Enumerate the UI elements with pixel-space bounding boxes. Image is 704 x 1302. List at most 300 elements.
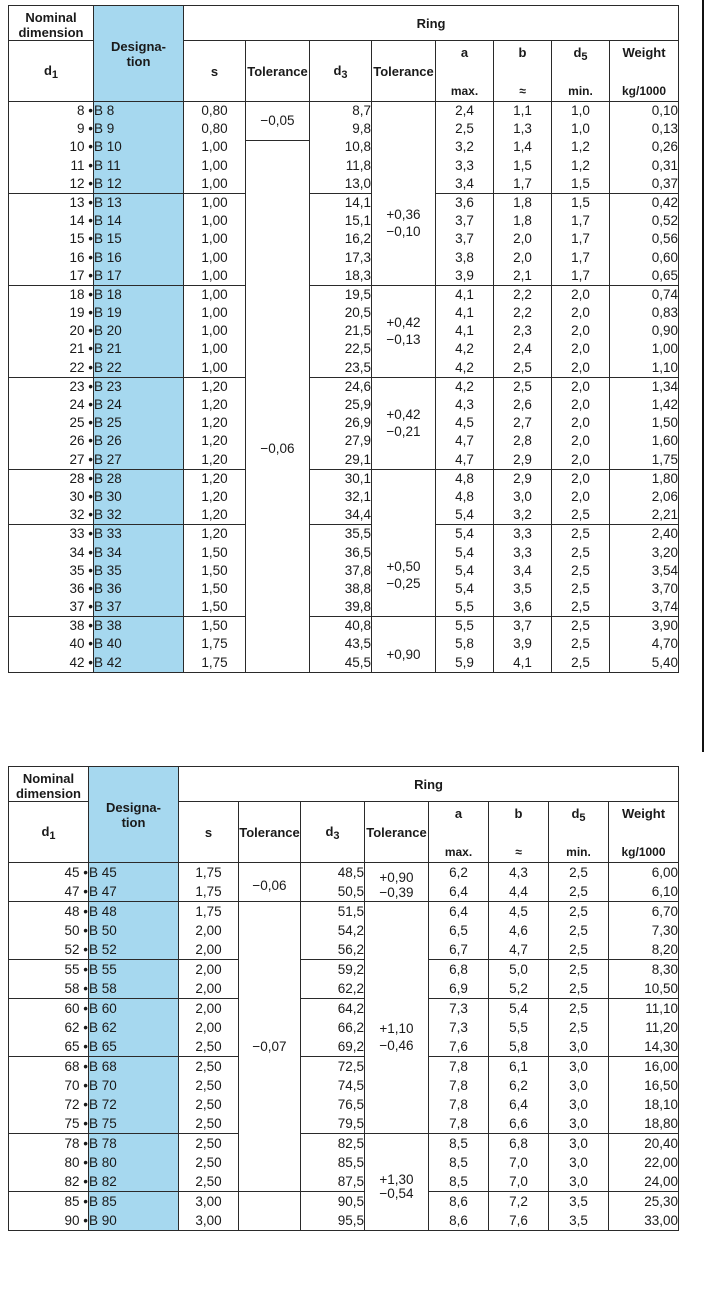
nominal-dimension-cell-value: 26 • bbox=[69, 433, 93, 449]
b-approx-cell bbox=[489, 1192, 549, 1231]
d3-cell-value: 36,5 bbox=[344, 544, 371, 560]
d5-min-cell-value: 1,2 bbox=[571, 157, 590, 173]
s-cell-value: 1,20 bbox=[201, 397, 228, 412]
designation-cell bbox=[89, 902, 179, 960]
b-approx-cell-value: 2,1 bbox=[513, 267, 532, 283]
d3-cell-value: 17,3 bbox=[344, 249, 371, 265]
table-row-group bbox=[9, 285, 679, 377]
a-max-cell bbox=[436, 285, 494, 377]
d5-min-cell-value: 3,0 bbox=[569, 1155, 588, 1170]
d3-cell-value: 45,5 bbox=[344, 654, 371, 670]
designation-cell bbox=[89, 1057, 179, 1134]
nominal-dimension-cell-value: 50 • bbox=[64, 923, 88, 938]
nominal-dimension-cell-value: 80 • bbox=[64, 1155, 88, 1170]
a-max-cell-value: 2,5 bbox=[455, 121, 474, 137]
weight-cell-value: 6,00 bbox=[651, 865, 679, 880]
a-max-cell-value: 4,2 bbox=[455, 341, 474, 357]
a-max-cell bbox=[436, 469, 494, 525]
d3-cell-value: 23,5 bbox=[344, 359, 371, 375]
weight-cell-value: 10,50 bbox=[644, 981, 679, 996]
b-approx-label: ≈ bbox=[494, 73, 552, 102]
weight-cell-value: 2,06 bbox=[651, 488, 679, 504]
a-max-cell-value: 4,8 bbox=[455, 470, 474, 486]
weight-cell-value: 4,70 bbox=[651, 636, 679, 652]
b-approx-cell bbox=[494, 285, 552, 377]
nominal-dimension-cell-value: 25 • bbox=[69, 415, 93, 431]
s-cell-value: 0,80 bbox=[201, 103, 228, 118]
a-header: a bbox=[429, 802, 489, 833]
d3-cell-value: 69,2 bbox=[337, 1039, 364, 1054]
d5-min-cell bbox=[549, 1134, 609, 1192]
d3-cell-value: 26,9 bbox=[344, 415, 371, 431]
designation-cell-value: B 19 bbox=[94, 305, 122, 321]
a-max-cell-value: 3,8 bbox=[455, 249, 474, 265]
tolerance-d3-cell-value: +0,42 −0,13 bbox=[386, 315, 421, 348]
weight-cell-value: 6,10 bbox=[651, 884, 679, 899]
b-approx-cell-value: 1,7 bbox=[513, 175, 532, 191]
d5-min-cell-value: 3,0 bbox=[569, 1078, 588, 1093]
nominal-dimension-cell-value: 55 • bbox=[64, 962, 88, 977]
d5-min-cell-value: 1,0 bbox=[571, 121, 590, 137]
designation-cell-value: B 11 bbox=[94, 157, 121, 173]
designation-cell-value: B 48 bbox=[89, 904, 117, 919]
a-max-cell-value: 4,7 bbox=[455, 433, 474, 449]
a-max-cell-value: 6,4 bbox=[449, 904, 468, 919]
a-max-cell bbox=[436, 525, 494, 617]
nominal-dimension-cell bbox=[9, 469, 94, 525]
a-max-cell-value: 3,6 bbox=[455, 194, 474, 210]
nominal-dimension-cell-value: 65 • bbox=[64, 1039, 88, 1054]
d5-min-cell-value: 2,5 bbox=[571, 654, 590, 670]
a-max-cell-value: 5,5 bbox=[455, 618, 474, 634]
nominal-dimension-cell-value: 23 • bbox=[69, 378, 93, 394]
tolerance-d3-header: Tolerance bbox=[372, 41, 436, 102]
weight-unit-label: kg/1000 bbox=[609, 833, 679, 863]
tolerance-s-header: Tolerance bbox=[239, 802, 301, 863]
d5-min-cell-value: 2,5 bbox=[569, 981, 588, 996]
s-cell-value: 1,00 bbox=[201, 323, 228, 339]
d5-min-cell-value: 3,5 bbox=[569, 1194, 588, 1209]
b-approx-cell-value: 4,6 bbox=[509, 923, 528, 938]
d3-cell bbox=[301, 1192, 365, 1231]
a-max-cell-value: 4,5 bbox=[455, 415, 474, 431]
d3-cell-value: 27,9 bbox=[344, 433, 371, 449]
d3-cell-value: 54,2 bbox=[337, 923, 364, 938]
weight-cell bbox=[609, 1057, 679, 1134]
nominal-dimension-cell-value: 22 • bbox=[69, 359, 93, 375]
d5-min-cell-value: 2,5 bbox=[569, 1001, 588, 1016]
s-cell-value: 1,20 bbox=[201, 433, 228, 449]
a-max-cell bbox=[436, 377, 494, 469]
nominal-dimension-cell-value: 68 • bbox=[64, 1059, 88, 1074]
designation-cell-value: B 13 bbox=[94, 194, 122, 210]
weight-cell bbox=[609, 960, 679, 999]
s-cell-value: 1,00 bbox=[201, 286, 228, 302]
d5-min-cell-value: 2,5 bbox=[569, 1020, 588, 1035]
d3-cell-value: 30,1 bbox=[344, 470, 371, 486]
b-approx-cell-value: 2,3 bbox=[513, 323, 532, 339]
s-cell-value: 1,50 bbox=[201, 544, 228, 560]
b-approx-cell-value: 5,0 bbox=[509, 962, 528, 977]
d3-cell-value: 13,0 bbox=[344, 175, 371, 191]
a-max-cell-value: 3,7 bbox=[455, 231, 474, 247]
nominal-dimension-cell-value: 85 • bbox=[64, 1194, 88, 1209]
b-approx-cell-value: 2,8 bbox=[513, 433, 532, 449]
ring-table-2-body bbox=[9, 863, 679, 1231]
weight-cell-value: 25,30 bbox=[644, 1194, 679, 1209]
designation-cell-value: B 15 bbox=[94, 231, 122, 247]
tolerance-d3-cell-value: +0,90 bbox=[386, 647, 421, 663]
d3-cell bbox=[310, 102, 372, 194]
a-max-cell-value: 3,3 bbox=[455, 157, 474, 173]
nominal-dimension-cell-value: 10 • bbox=[69, 139, 93, 155]
weight-cell-value: 33,00 bbox=[644, 1213, 679, 1228]
a-max-cell-value: 8,6 bbox=[449, 1213, 468, 1228]
s-cell-value: 1,00 bbox=[201, 194, 228, 210]
a-max-cell-value: 7,6 bbox=[449, 1039, 468, 1054]
d5-min-cell-value: 3,0 bbox=[569, 1097, 588, 1112]
b-approx-cell-value: 2,9 bbox=[513, 470, 532, 486]
designation-cell-value: B 60 bbox=[89, 1001, 117, 1016]
s-cell bbox=[184, 102, 246, 194]
a-max-cell bbox=[436, 193, 494, 285]
s-cell-value: 2,50 bbox=[195, 1078, 222, 1093]
a-max-cell-value: 8,5 bbox=[449, 1136, 468, 1151]
nominal-dimension-cell-value: 75 • bbox=[64, 1116, 88, 1131]
designation-cell-value: B 16 bbox=[94, 249, 122, 265]
d3-cell-value: 20,5 bbox=[344, 305, 371, 321]
b-approx-cell bbox=[489, 902, 549, 960]
nominal-dimension-cell bbox=[9, 102, 94, 194]
a-max-cell-value: 4,1 bbox=[455, 286, 474, 302]
s-cell-value: 1,75 bbox=[195, 865, 222, 880]
s-cell-value: 1,50 bbox=[201, 562, 228, 578]
weight-cell-value: 1,00 bbox=[651, 341, 679, 357]
s-cell bbox=[179, 1057, 239, 1134]
designation-cell-value: B 10 bbox=[94, 139, 122, 155]
d5-min-cell-value: 2,5 bbox=[571, 544, 590, 560]
weight-cell bbox=[610, 617, 679, 673]
nominal-dimension-cell-value: 90 • bbox=[64, 1213, 88, 1228]
a-max-cell-value: 5,9 bbox=[455, 654, 474, 670]
s-cell bbox=[184, 525, 246, 617]
s-cell-value: 2,50 bbox=[195, 1059, 222, 1074]
d5-min-cell-value: 2,0 bbox=[571, 378, 590, 394]
b-approx-cell bbox=[489, 1134, 549, 1192]
nominal-dimension-cell-value: 24 • bbox=[69, 397, 93, 412]
weight-cell-value: 16,00 bbox=[644, 1059, 679, 1074]
b-approx-cell-value: 2,2 bbox=[513, 305, 532, 321]
b-approx-cell-value: 3,6 bbox=[513, 599, 532, 615]
a-max-cell-value: 7,8 bbox=[449, 1116, 468, 1131]
nominal-dimension-cell-value: 48 • bbox=[64, 904, 88, 919]
b-approx-cell bbox=[489, 863, 549, 902]
d3-cell bbox=[310, 193, 372, 285]
b-approx-cell-value: 3,7 bbox=[513, 618, 532, 634]
b-approx-cell-value: 6,8 bbox=[509, 1136, 528, 1151]
b-approx-cell-value: 3,3 bbox=[513, 544, 532, 560]
s-cell-value: 1,00 bbox=[201, 157, 228, 173]
d3-cell bbox=[301, 863, 365, 902]
designation-cell-value: B 70 bbox=[89, 1078, 117, 1093]
nominal-dimension-cell bbox=[9, 999, 89, 1057]
designation-cell-value: B 26 bbox=[94, 433, 122, 449]
a-max-cell-value: 2,4 bbox=[455, 103, 474, 118]
d3-cell-value: 32,1 bbox=[344, 488, 371, 504]
designation-cell-value: B 36 bbox=[94, 580, 122, 596]
table-row-group bbox=[9, 999, 679, 1057]
a-max-cell-value: 7,8 bbox=[449, 1059, 468, 1074]
weight-cell-value: 20,40 bbox=[644, 1136, 679, 1151]
b-approx-cell-value: 2,4 bbox=[513, 341, 532, 357]
b-approx-cell-value: 1,8 bbox=[513, 194, 532, 210]
table-row-group bbox=[9, 102, 679, 194]
d3-cell-value: 56,2 bbox=[337, 942, 364, 957]
b-approx-cell-value: 3,4 bbox=[513, 562, 532, 578]
table-row-group bbox=[9, 469, 679, 525]
d5-min-cell bbox=[549, 1057, 609, 1134]
s-cell-value: 1,00 bbox=[201, 139, 228, 155]
nominal-dimension-cell-value: 35 • bbox=[69, 562, 93, 578]
s-cell-value: 2,00 bbox=[195, 1001, 222, 1016]
d3-cell-value: 79,5 bbox=[337, 1116, 364, 1131]
b-approx-cell-value: 1,4 bbox=[513, 139, 532, 155]
nominal-dimension-cell-value: 36 • bbox=[69, 580, 93, 596]
s-cell-value: 1,20 bbox=[201, 451, 228, 467]
ring-table-1-body bbox=[9, 102, 679, 673]
ring-table-2 bbox=[8, 766, 679, 1231]
b-approx-cell-value: 1,3 bbox=[513, 121, 532, 137]
b-approx-cell-value: 2,5 bbox=[513, 378, 532, 394]
d5-min-cell-value: 1,5 bbox=[571, 175, 590, 191]
a-max-cell-value: 4,1 bbox=[455, 323, 474, 339]
s-cell-value: 1,75 bbox=[201, 636, 228, 652]
a-max-cell-value: 8,6 bbox=[449, 1194, 468, 1209]
s-cell-value: 2,50 bbox=[195, 1097, 222, 1112]
table-row-group bbox=[9, 377, 679, 469]
designation-cell bbox=[94, 617, 184, 673]
weight-cell-value: 0,52 bbox=[651, 213, 679, 229]
d3-cell-value: 22,5 bbox=[344, 341, 371, 357]
d5-min-cell bbox=[549, 863, 609, 902]
a-max-cell-value: 7,8 bbox=[449, 1078, 468, 1093]
table-row-group bbox=[9, 1057, 679, 1134]
d3-cell bbox=[310, 469, 372, 525]
d5-min-cell-value: 3,0 bbox=[569, 1116, 588, 1131]
nominal-dimension-cell-value: 19 • bbox=[69, 305, 93, 321]
nominal-dimension-cell bbox=[9, 863, 89, 902]
nominal-dimension-cell bbox=[9, 617, 94, 673]
b-approx-cell-value: 4,1 bbox=[513, 654, 532, 670]
table-row-group bbox=[9, 1134, 679, 1192]
a-max-cell-value: 5,4 bbox=[455, 507, 474, 523]
nominal-dimension-cell-value: 8 • bbox=[77, 103, 93, 118]
nominal-dimension-cell-value: 78 • bbox=[64, 1136, 88, 1151]
weight-cell-value: 6,70 bbox=[651, 904, 679, 919]
d5-min-cell bbox=[552, 102, 610, 194]
b-approx-cell-value: 4,4 bbox=[509, 884, 528, 899]
weight-cell bbox=[609, 999, 679, 1057]
tolerance-d3-cell bbox=[372, 377, 436, 469]
a-max-cell-value: 6,7 bbox=[449, 942, 468, 957]
d5-min-cell-value: 3,0 bbox=[569, 1174, 588, 1189]
weight-cell-value: 2,21 bbox=[651, 507, 679, 523]
a-max-label: max. bbox=[436, 73, 494, 102]
d3-cell-value: 8,7 bbox=[352, 103, 371, 118]
d5-min-label: min. bbox=[552, 73, 610, 102]
d5-min-cell-value: 2,5 bbox=[571, 636, 590, 652]
d5-min-cell-value: 2,0 bbox=[571, 470, 590, 486]
nominal-dimension-cell-value: 72 • bbox=[64, 1097, 88, 1112]
s-cell bbox=[179, 1192, 239, 1231]
d5-min-cell-value: 2,5 bbox=[571, 526, 590, 542]
d3-cell-value: 21,5 bbox=[344, 323, 371, 339]
weight-cell-value: 0,26 bbox=[651, 139, 679, 155]
d3-cell bbox=[310, 525, 372, 617]
d3-cell-value: 38,8 bbox=[344, 580, 371, 596]
a-max-cell-value: 6,8 bbox=[449, 962, 468, 977]
a-max-cell-value: 7,8 bbox=[449, 1097, 468, 1112]
s-cell-value: 1,00 bbox=[201, 341, 228, 357]
ring-header: Ring bbox=[179, 767, 679, 802]
d5-min-cell-value: 1,0 bbox=[571, 103, 590, 118]
d3-cell bbox=[310, 285, 372, 377]
a-max-cell-value: 3,2 bbox=[455, 139, 474, 155]
weight-cell-value: 1,60 bbox=[651, 433, 679, 449]
s-cell-value: 3,00 bbox=[195, 1213, 222, 1228]
d3-cell-value: 82,5 bbox=[337, 1136, 364, 1151]
b-approx-cell-value: 2,2 bbox=[513, 286, 532, 302]
s-cell-value: 1,00 bbox=[201, 231, 228, 247]
d5-min-cell-value: 2,5 bbox=[571, 580, 590, 596]
weight-cell-value: 7,30 bbox=[651, 923, 679, 938]
b-approx-cell-value: 6,2 bbox=[509, 1078, 528, 1093]
designation-cell-value: B 24 bbox=[94, 397, 122, 412]
weight-cell-value: 8,20 bbox=[651, 942, 679, 957]
b-approx-cell-value: 2,5 bbox=[513, 359, 532, 375]
s-cell bbox=[179, 1134, 239, 1192]
table-row-group bbox=[9, 525, 679, 617]
d3-cell-value: 39,8 bbox=[344, 599, 371, 615]
d5-min-cell-value: 1,7 bbox=[571, 267, 590, 283]
b-approx-cell-value: 4,3 bbox=[509, 865, 528, 880]
designation-cell-value: B 38 bbox=[94, 618, 122, 634]
d5-min-cell-value: 1,7 bbox=[571, 231, 590, 247]
tolerance-d3-cell bbox=[372, 469, 436, 617]
a-max-cell-value: 6,2 bbox=[449, 865, 468, 880]
designation-cell bbox=[94, 525, 184, 617]
d3-cell-value: 66,2 bbox=[337, 1020, 364, 1035]
tolerance-d3-cell bbox=[365, 902, 429, 1134]
s-cell-value: 1,20 bbox=[201, 470, 228, 486]
nominal-dimension-cell bbox=[9, 193, 94, 285]
a-max-cell-value: 4,3 bbox=[455, 397, 474, 412]
d5-min-cell bbox=[552, 469, 610, 525]
d3-cell-value: 87,5 bbox=[337, 1174, 364, 1189]
a-max-cell-value: 5,5 bbox=[455, 599, 474, 615]
weight-cell-value: 24,00 bbox=[644, 1174, 679, 1189]
designation-cell-value: B 37 bbox=[94, 599, 122, 615]
b-approx-cell-value: 6,6 bbox=[509, 1116, 528, 1131]
designation-header: Designa- tion bbox=[89, 767, 179, 863]
b-approx-cell-value: 6,1 bbox=[509, 1059, 528, 1074]
designation-cell bbox=[94, 102, 184, 194]
d5-min-cell bbox=[552, 285, 610, 377]
d3-cell-value: 48,5 bbox=[337, 865, 364, 880]
tolerance-s-cell bbox=[246, 102, 310, 673]
weight-unit-label: kg/1000 bbox=[610, 73, 679, 102]
b-approx-cell-value: 3,5 bbox=[513, 580, 532, 596]
tolerance-s-cell bbox=[239, 863, 301, 902]
d3-cell-value: 95,5 bbox=[337, 1213, 364, 1228]
nominal-dimension-cell-value: 12 • bbox=[69, 175, 93, 191]
a-max-cell-value: 8,5 bbox=[449, 1155, 468, 1170]
nominal-dimension-cell-value: 45 • bbox=[64, 865, 88, 880]
d5-header: $d_5$ bbox=[549, 802, 609, 833]
b-approx-cell bbox=[489, 999, 549, 1057]
designation-cell-value: B 25 bbox=[94, 415, 122, 431]
weight-cell-value: 3,90 bbox=[651, 618, 679, 634]
d3-cell-value: 40,8 bbox=[344, 618, 371, 634]
d5-min-cell-value: 2,0 bbox=[571, 359, 590, 375]
tolerance-d3-cell-value: +0,90 −0,39 bbox=[379, 870, 414, 900]
s-cell bbox=[184, 469, 246, 525]
weight-cell-value: 1,10 bbox=[651, 359, 679, 375]
designation-cell-value: B 68 bbox=[89, 1059, 117, 1074]
nominal-dimension-cell-value: 32 • bbox=[69, 507, 93, 523]
s-cell bbox=[179, 999, 239, 1057]
nominal-dimension-cell bbox=[9, 285, 94, 377]
d5-min-label: min. bbox=[549, 833, 609, 863]
nominal-dimension-cell-value: 60 • bbox=[64, 1001, 88, 1016]
b-header: b bbox=[489, 802, 549, 833]
weight-cell-value: 3,54 bbox=[651, 562, 679, 578]
d3-cell-value: 72,5 bbox=[337, 1059, 364, 1074]
a-max-cell-value: 3,4 bbox=[455, 175, 474, 191]
b-approx-cell-value: 4,7 bbox=[509, 942, 528, 957]
d3-header: $d_3$ bbox=[310, 41, 372, 102]
d3-cell-value: 35,5 bbox=[344, 526, 371, 542]
weight-cell-value: 14,30 bbox=[644, 1039, 679, 1054]
nominal-dimension-cell-value: 82 • bbox=[64, 1174, 88, 1189]
nominal-dimension-cell-value: 14 • bbox=[69, 213, 93, 229]
table-row-group bbox=[9, 863, 679, 902]
s-cell-value: 0,80 bbox=[201, 121, 228, 137]
d5-min-cell-value: 2,0 bbox=[571, 341, 590, 357]
d3-cell-value: 18,3 bbox=[344, 267, 371, 283]
b-approx-cell-value: 7,6 bbox=[509, 1213, 528, 1228]
nominal-dimension-cell bbox=[9, 1057, 89, 1134]
ring-table-1 bbox=[8, 5, 679, 673]
weight-cell-value: 0,56 bbox=[651, 231, 679, 247]
a-max-cell bbox=[429, 1134, 489, 1192]
designation-cell-value: B 8 bbox=[94, 103, 115, 118]
weight-header: Weight bbox=[610, 41, 679, 73]
designation-cell-value: B 14 bbox=[94, 213, 122, 229]
a-max-cell bbox=[429, 1192, 489, 1231]
s-cell bbox=[179, 863, 239, 902]
a-max-cell-value: 4,7 bbox=[455, 451, 474, 467]
designation-cell-value: B 47 bbox=[89, 884, 117, 899]
weight-cell-value: 1,75 bbox=[651, 451, 679, 467]
d5-min-cell-value: 2,0 bbox=[571, 323, 590, 339]
b-approx-cell-value: 7,2 bbox=[509, 1194, 528, 1209]
d5-min-cell-value: 2,5 bbox=[571, 507, 590, 523]
d5-min-cell bbox=[549, 1192, 609, 1231]
designation-cell-value: B 80 bbox=[89, 1155, 117, 1170]
d5-min-cell-value: 2,0 bbox=[571, 415, 590, 431]
d3-cell-value: 37,8 bbox=[344, 562, 371, 578]
